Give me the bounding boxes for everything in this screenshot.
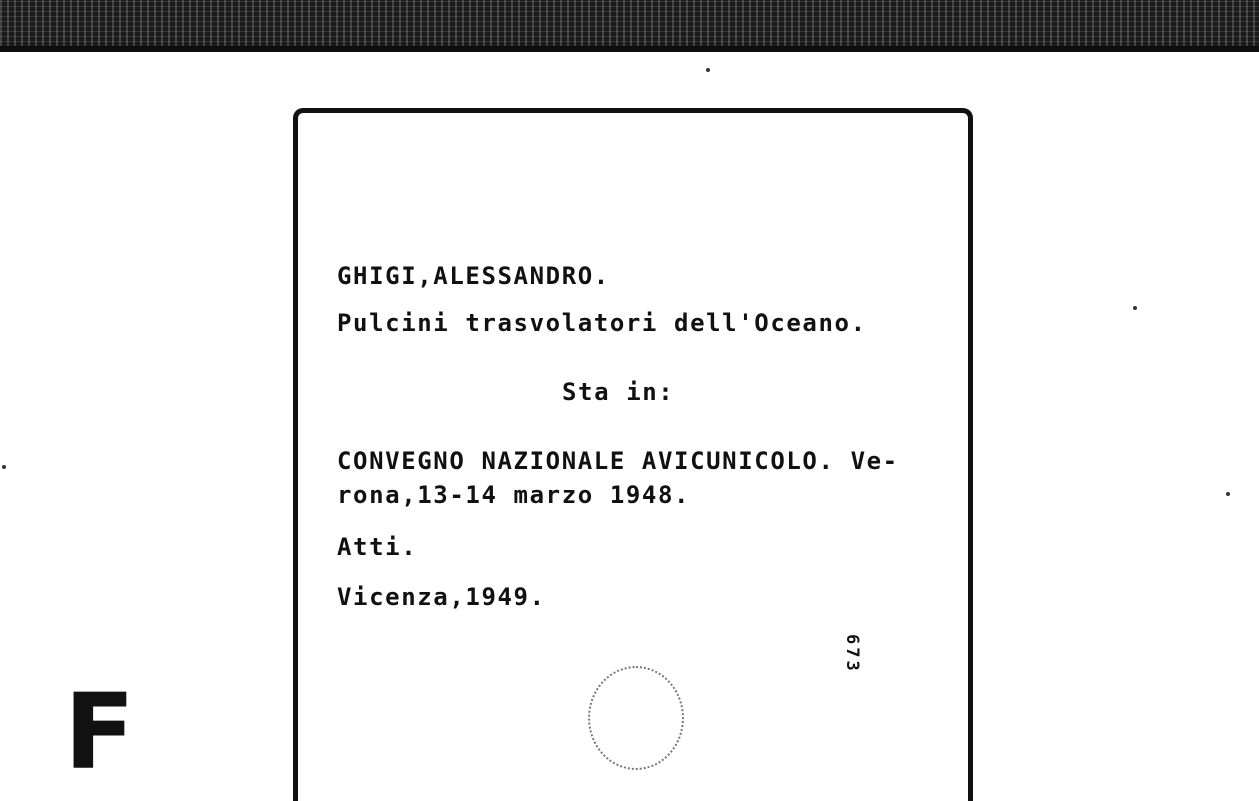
card-number: 673 (842, 634, 862, 674)
scan-speck (2, 465, 6, 469)
scan-top-band (0, 0, 1259, 52)
author-line: GHIGI,ALESSANDRO. (337, 262, 610, 290)
punch-hole (588, 666, 684, 770)
conference-line-1: CONVEGNO NAZIONALE AVICUNICOLO. Ve- (337, 447, 899, 475)
conference-line-2: rona,13-14 marzo 1948. (337, 481, 691, 509)
scan-speck (1133, 306, 1137, 310)
section-letter: F (64, 671, 136, 793)
scan-speck (706, 68, 710, 72)
sta-in-label: Sta in: (562, 378, 675, 406)
title-line: Pulcini trasvolatori dell'Oceano. (337, 309, 867, 337)
proceedings-line: Atti. (337, 533, 418, 561)
publication-line: Vicenza,1949. (337, 583, 546, 611)
scan-speck (1226, 492, 1230, 496)
